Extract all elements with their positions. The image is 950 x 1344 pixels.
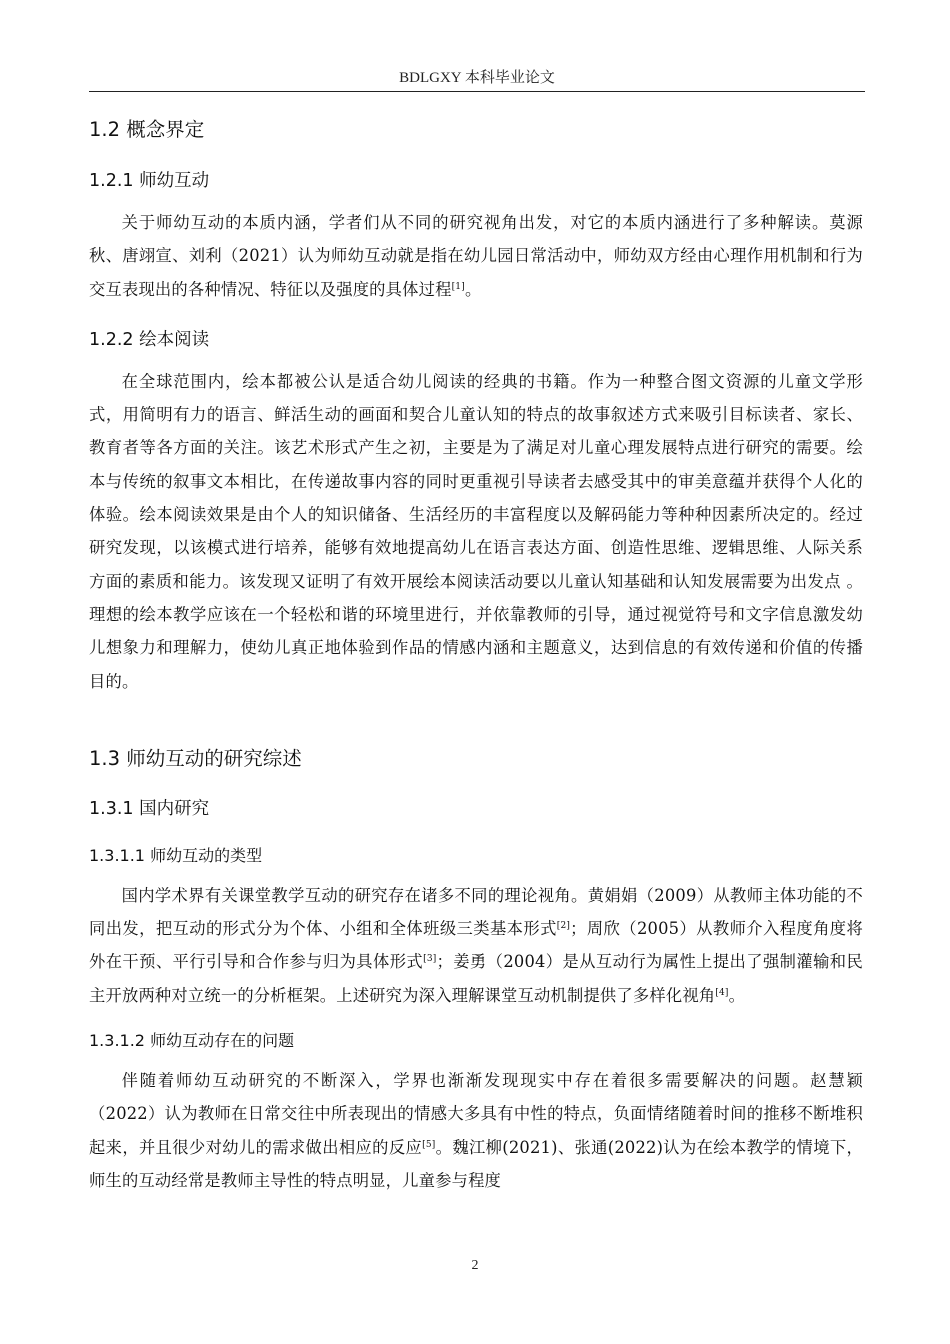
citation-ref[interactable]: [3] xyxy=(423,954,437,965)
paragraph-text: 关于师幼互动的本质内涵，学者们从不同的研究视角出发，对它的本质内涵进行了多种解读。莫源秋、唐翊宣、刘利（2021）认为师幼互动就是指在幼儿园日常活动中，师幼双方经由心理作用机制和行为交互表现出的各种情况、特征以及强度的具体过程 xyxy=(89,213,863,299)
section-heading-1-2: 1.2 概念界定 xyxy=(89,118,205,141)
paragraph-1-2-1: 关于师幼互动的本质内涵，学者们从不同的研究视角出发，对它的本质内涵进行了多种解读。莫源秋、唐翊宣、刘利（2021）认为师幼互动就是指在幼儿园日常活动中，师幼双方经由心理作用机制和行为交互表现出的各种情况、特征以及强度的具体过程[1]。 xyxy=(89,213,863,299)
subsubsection-heading-1-3-1-2: 1.3.1.2 师幼互动存在的问题 xyxy=(89,1031,295,1051)
running-header: BDLGXY 本科毕业论文 xyxy=(399,70,555,86)
header-divider xyxy=(89,91,865,92)
citation-ref[interactable]: [5] xyxy=(422,1139,436,1150)
paragraph-1-2-2: 在全球范围内，绘本都被公认是适合幼儿阅读的经典的书籍。作为一种整合图文资源的儿童文学形式，用简明有力的语言、鲜活生动的画面和契合儿童认知的特点的故事叙述方式来吸引目标读者、家长、教育者等各方面的关注。该艺术形式产生之初，主要是为了满足对儿童心理发展特点进行研究的需要。绘本与传统的叙事文本相比，在传递故事内容的同时更重视引导读者去感受其中的审美意蕴并获得个人化的体验。绘本阅读效果是由个人的知识储备、生活经历的丰富程度以及解码能力等种种因素所决定的。经过研究发现，以该模式进行培养，能够有效地提高幼儿在语言表达方面、创造性思维、逻辑思维、人际关系方面的素质和能力。该发现又证明了有效开展绘本阅读活动要以儿童认知基础和认知发展需要为出发点 。理想的绘本教学应该在一个轻松和谐的环境里进行，并依靠教师的引导，通过视觉符号和文字信息激发幼儿想象力和理解力，使幼儿真正地体验到作品的情感内涵和主题意义，达到信息的有效传递和价值的传播目的。 xyxy=(89,371,863,691)
citation-ref[interactable]: [4] xyxy=(715,987,729,998)
page-number: 2 xyxy=(471,1258,479,1273)
subsection-heading-1-2-2: 1.2.2 绘本阅读 xyxy=(89,329,210,350)
subsection-heading-1-2-1: 1.2.1 师幼互动 xyxy=(89,171,210,191)
citation-ref[interactable]: [1] xyxy=(451,281,465,292)
page-content xyxy=(89,113,863,1197)
subsection-heading-1-3-1: 1.3.1 国内研究 xyxy=(89,798,210,819)
paragraph-1-3-1-2: 伴随着师幼互动研究的不断深入，学界也渐渐发现现实中存在着很多需要解决的问题。赵慧颖（2022）认为教师在日常交往中所表现出的情感大多具有中性的特点，负面情绪随着时间的推移不断堆积起来，并且很少对幼儿的需求做出相应的反应[5]。魏江柳(2021)、张通(2022)认为在绘本教学的情境下，师生的互动经常是教师主导性的特点明显，儿童参与程度 xyxy=(89,1071,863,1190)
citation-ref[interactable]: [2] xyxy=(556,921,571,932)
paragraph-1-3-1-1: 国内学术界有关课堂教学互动的研究存在诸多不同的理论视角。黄娟娟（2009）从教师主体功能的不同出发，把互动的形式分为个体、小组和全体班级三类基本形式[2]；周欣（2005）从教师介入程度角度将外在干预、平行引导和合作参与归为具体形式[3]；姜勇（2004）是从互动行为属性上提出了强制灌输和民主开放两种对立统一的分析框架。上述研究为深入理解课堂互动机制提供了多样化视角[4]。 xyxy=(89,885,863,1005)
subsubsection-heading-1-3-1-1: 1.3.1.1 师幼互动的类型 xyxy=(89,845,263,865)
section-heading-1-3: 1.3 师幼互动的研究综述 xyxy=(89,746,302,770)
